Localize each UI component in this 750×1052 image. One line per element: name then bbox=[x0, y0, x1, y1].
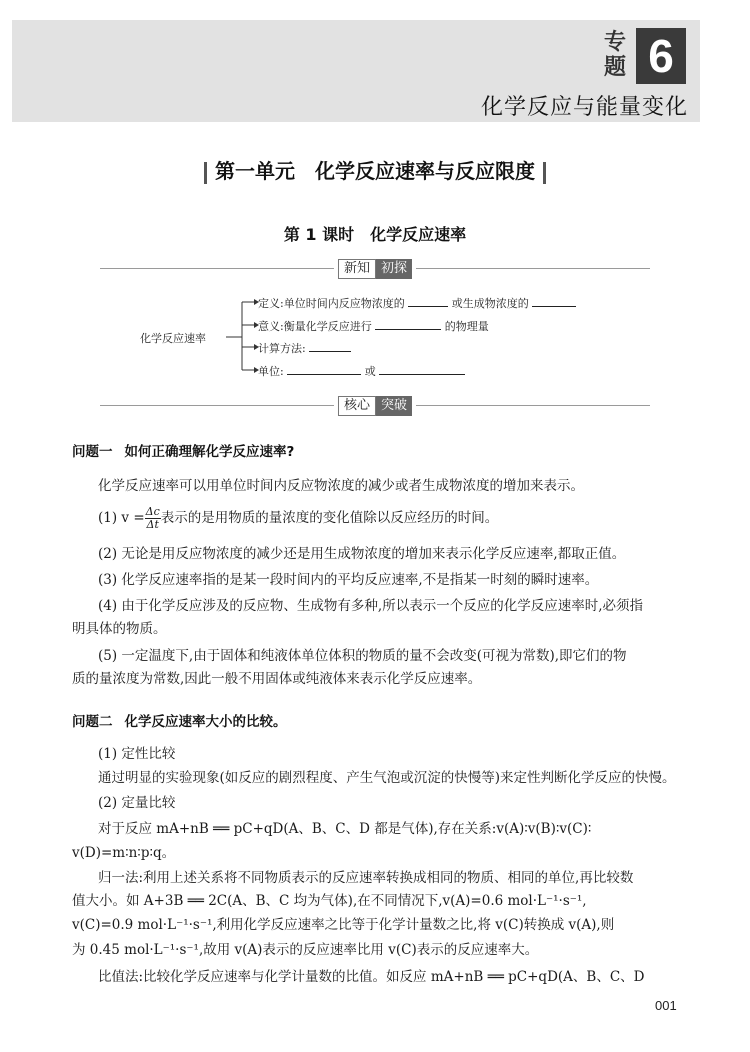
q2-line-5: v(C)=0.9 mol·L⁻¹·s⁻¹,利用化学反应速率之比等于化学计量数之比,将 v(C)转换成 v(A),则 bbox=[72, 917, 615, 933]
fraction bbox=[145, 506, 161, 531]
diagram-item-calc bbox=[258, 340, 351, 356]
question-two-heading bbox=[72, 710, 287, 730]
blank bbox=[309, 340, 351, 352]
diagram-item-unit bbox=[258, 363, 465, 379]
definition-text: 定义:单位时间内反应物浓度的 bbox=[258, 297, 405, 310]
q2-line-2: v(D)=m∶n∶p∶q。 bbox=[72, 845, 176, 861]
q1-point-5-line1: (5) 一定温度下,由于固体和纯液体单位体积的物质的量不会改变(可视为常数),即它们的物 bbox=[98, 648, 627, 664]
banner-label-part-a: 核心 bbox=[338, 396, 376, 416]
q2-line-7: 比值法:比较化学反应速率与化学计量数的比值。如反应 mA+nB ══ pC+qD(A、B、C、D bbox=[98, 969, 645, 985]
banner-label-part-a: 新知 bbox=[338, 259, 376, 279]
section-banner-new-knowledge bbox=[100, 259, 650, 279]
diagram-root: 化学反应速率 bbox=[140, 332, 206, 345]
blank bbox=[532, 295, 576, 307]
q1-point-1 bbox=[98, 506, 698, 531]
q1-point-5-line2: 质的量浓度为常数,因此一般不用固体或纯液体来表示化学反应速率。 bbox=[72, 671, 482, 687]
lesson-title: 第 1 课时 化学反应速率 bbox=[283, 225, 467, 244]
calc-text: 计算方法: bbox=[258, 342, 306, 355]
q1-point-4-line1: (4) 由于化学反应涉及的反应物、生成物有多种,所以表示一个反应的化学反应速率时,必须指 bbox=[98, 598, 643, 614]
page-number: 001 bbox=[655, 998, 677, 1013]
q2-sub-1-text: 通过明显的实验现象(如反应的剧烈程度、产生气泡或沉淀的快慢等)来定性判断化学反应的快慢。 bbox=[98, 770, 676, 786]
blank bbox=[375, 318, 441, 330]
unit-title bbox=[0, 155, 750, 184]
diagram-item-definition bbox=[258, 295, 576, 311]
diagram-item-meaning bbox=[258, 318, 489, 334]
q1-point-2: (2) 无论是用反应物浓度的减少还是用生成物浓度的增加来表示化学反应速率,都取正值。 bbox=[98, 546, 626, 562]
q2-line-3: 归一法:利用上述关系将不同物质表示的反应速率转换成相同的物质、相同的单位,再比较数 bbox=[98, 870, 634, 886]
definition-middle: 或生成物浓度的 bbox=[451, 297, 529, 310]
topic-label: 专 题 bbox=[603, 30, 626, 80]
point-1-text: 表示的是用物质的量浓度的变化值除以反应经历的时间。 bbox=[160, 510, 499, 526]
blank bbox=[287, 363, 361, 375]
meaning-suffix: 的物理量 bbox=[444, 320, 489, 333]
fraction-denominator: Δt bbox=[146, 518, 159, 531]
question-title: 化学反应速率大小的比较。 bbox=[124, 714, 287, 730]
banner-label-part-b: 初探 bbox=[376, 259, 412, 279]
q2-line-4: 值大小。如 A+3B ══ 2C(A、B、C 均为气体),在不同情况下,v(A)=0.6 mol·L⁻¹·s⁻¹, bbox=[72, 893, 587, 909]
fraction-numerator: Δc bbox=[145, 505, 160, 518]
question-label: 问题二 bbox=[72, 714, 113, 730]
unit-text: 单位: bbox=[258, 365, 284, 378]
banner-label bbox=[334, 259, 416, 279]
question-label: 问题一 bbox=[72, 444, 113, 460]
banner-label-part-b: 突破 bbox=[376, 396, 412, 416]
blank bbox=[408, 295, 448, 307]
title-bar-right bbox=[543, 162, 546, 184]
formula-v: (1) v = bbox=[98, 510, 145, 526]
unit-or: 或 bbox=[364, 365, 376, 378]
q2-sub-2: (2) 定量比较 bbox=[98, 795, 176, 811]
q2-line-6: 为 0.45 mol·L⁻¹·s⁻¹,故用 v(A)表示的反应速率比用 v(C)表示的反应速率大。 bbox=[72, 942, 539, 958]
blank bbox=[379, 363, 465, 375]
topic-number-badge: 6 bbox=[636, 28, 686, 84]
q1-point-3: (3) 化学反应速率指的是某一段时间内的平均反应速率,不是指某一时刻的瞬时速率。 bbox=[98, 572, 599, 588]
question-title: 如何正确理解化学反应速率? bbox=[124, 444, 295, 460]
unit-title-text: 第一单元 化学反应速率与反应限度 bbox=[215, 159, 535, 183]
title-bar-left bbox=[204, 162, 207, 184]
q2-sub-1: (1) 定性比较 bbox=[98, 746, 176, 762]
question-one-heading bbox=[72, 440, 294, 460]
q2-line-1: 对于反应 mA+nB ══ pC+qD(A、B、C、D 都是气体),存在关系:v(A)∶v(B)∶v(C)∶ bbox=[98, 821, 592, 837]
q1-intro: 化学反应速率可以用单位时间内反应物浓度的减少或者生成物浓度的增加来表示。 bbox=[98, 478, 584, 494]
concept-diagram bbox=[140, 292, 620, 384]
q1-point-4-line2: 明具体的物质。 bbox=[72, 621, 167, 637]
meaning-text: 意义:衡量化学反应进行 bbox=[258, 320, 372, 333]
section-banner-core bbox=[100, 396, 650, 416]
banner-label bbox=[334, 396, 416, 416]
chapter-title: 化学反应与能量变化 bbox=[480, 95, 688, 120]
